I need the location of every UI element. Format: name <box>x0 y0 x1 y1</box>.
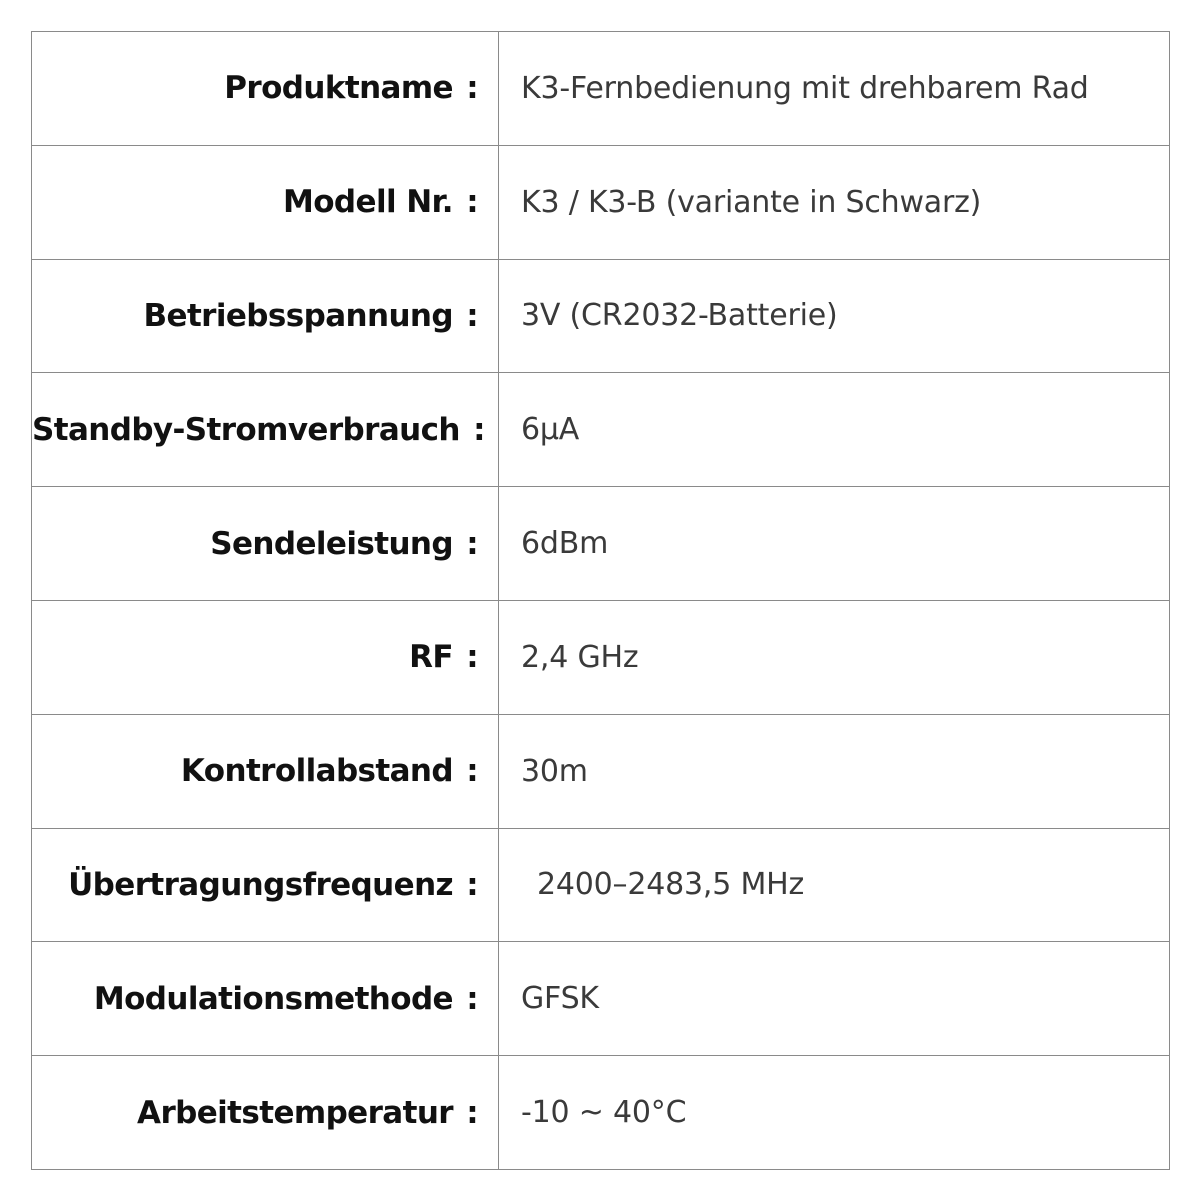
table-row <box>32 32 1170 146</box>
label-cell <box>32 373 499 487</box>
spec-value-kontrollabstand: 30m <box>499 714 1170 828</box>
table-row <box>32 373 1170 487</box>
table-row <box>32 714 1170 828</box>
spec-value-rf: 2,4 GHz <box>499 600 1170 714</box>
label-separator: : <box>466 753 478 790</box>
label-separator: : <box>466 70 478 107</box>
spec-label-produktname: Produktname <box>224 70 453 107</box>
spec-value-arbeitstemperatur: -10 ~ 40°C <box>499 1056 1170 1170</box>
spec-value-uebertragungsfrequenz: 2400–2483,5 MHz <box>499 828 1170 942</box>
label-separator: : <box>466 525 478 562</box>
spec-label-standby-stromverbrauch: Standby-Stromverbrauch <box>32 411 460 448</box>
spec-label-betriebsspannung: Betriebsspannung <box>143 297 453 334</box>
spec-table <box>31 31 1170 1170</box>
spec-label-uebertragungsfrequenz: Übertragungsfrequenz <box>68 866 453 903</box>
label-separator: : <box>473 411 485 448</box>
table-row <box>32 259 1170 373</box>
label-separator: : <box>466 184 478 221</box>
table-row <box>32 942 1170 1056</box>
table-row <box>32 828 1170 942</box>
label-cell <box>32 145 499 259</box>
label-cell <box>32 487 499 601</box>
table-row <box>32 600 1170 714</box>
spec-value-standby-stromverbrauch: 6μA <box>499 373 1170 487</box>
spec-value-produktname: K3-Fernbedienung mit drehbarem Rad <box>499 32 1170 146</box>
spec-label-arbeitstemperatur: Arbeitstemperatur <box>137 1094 453 1131</box>
label-cell <box>32 828 499 942</box>
table-row <box>32 1056 1170 1170</box>
label-separator: : <box>466 639 478 676</box>
label-separator: : <box>466 980 478 1017</box>
label-cell <box>32 714 499 828</box>
spec-label-modulationsmethode: Modulationsmethode <box>93 980 453 1017</box>
label-cell <box>32 259 499 373</box>
spec-label-sendeleistung: Sendeleistung <box>210 525 453 562</box>
label-cell <box>32 600 499 714</box>
spec-label-rf: RF <box>409 639 453 676</box>
spec-value-sendeleistung: 6dBm <box>499 487 1170 601</box>
spec-value-modulationsmethode: GFSK <box>499 942 1170 1056</box>
label-cell <box>32 32 499 146</box>
table-row <box>32 487 1170 601</box>
label-cell <box>32 942 499 1056</box>
label-separator: : <box>466 1094 478 1131</box>
label-separator: : <box>466 297 478 334</box>
table-row <box>32 145 1170 259</box>
spec-value-modell-nr: K3 / K3-B (variante in Schwarz) <box>499 145 1170 259</box>
label-separator: : <box>466 866 478 903</box>
spec-value-betriebsspannung: 3V (CR2032-Batterie) <box>499 259 1170 373</box>
label-cell <box>32 1056 499 1170</box>
spec-label-modell-nr: Modell Nr. <box>282 184 453 221</box>
spec-label-kontrollabstand: Kontrollabstand <box>180 753 453 790</box>
